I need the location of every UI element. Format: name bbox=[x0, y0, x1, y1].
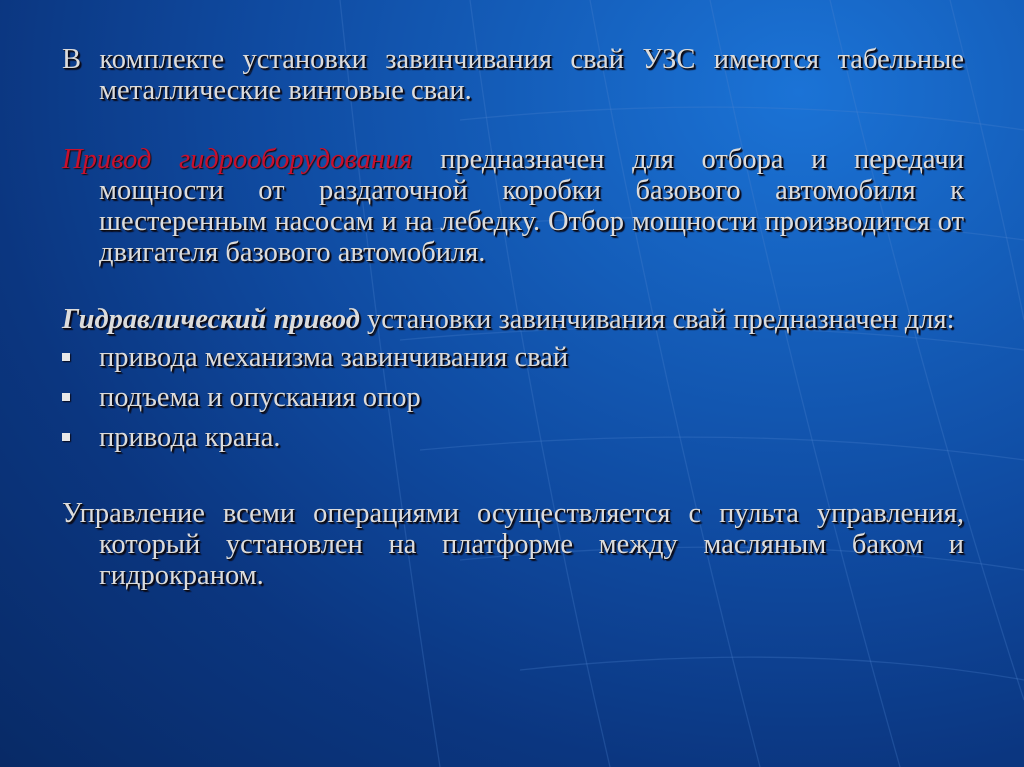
control-paragraph: Управление всеми операциями осуществляется с пульта управления, который установлен на платформе между масляным баком и гидрокраном. bbox=[62, 498, 964, 591]
slide-body bbox=[62, 44, 964, 591]
paragraph-spacer bbox=[62, 268, 964, 304]
square-bullet-icon bbox=[62, 353, 70, 361]
highlight-term: Привод гидрооборудования bbox=[62, 144, 413, 175]
square-bullet-icon bbox=[62, 393, 70, 401]
bullet-item bbox=[62, 342, 964, 373]
purpose-bullet-list bbox=[62, 342, 964, 453]
square-bullet-icon bbox=[62, 433, 70, 441]
bullet-text: подъема и опускания опор bbox=[99, 382, 421, 413]
intro-paragraph: В комплекте установки завинчивания свай УЗС имеются табельные металлические винтовые сваи. bbox=[62, 44, 964, 106]
hydraulic-system-paragraph bbox=[62, 304, 964, 335]
paragraph-text: предназначен для отбора и передачи мощности от раздаточной коробки базового автомобиля к шестеренным насосам и на лебедку. Отбор мощности производится от двигателя базового автомобиля. bbox=[99, 144, 964, 268]
emphasis-term: Гидравлический привод bbox=[62, 304, 360, 335]
bullet-item bbox=[62, 422, 964, 453]
hydraulic-drive-paragraph bbox=[62, 144, 964, 268]
paragraph-spacer bbox=[62, 106, 964, 144]
paragraph-spacer bbox=[62, 462, 964, 498]
bullet-item bbox=[62, 382, 964, 413]
bullet-text: привода механизма завинчивания свай bbox=[99, 342, 569, 373]
paragraph-text: установки завинчивания свай предназначен для: bbox=[359, 304, 955, 335]
bullet-text: привода крана. bbox=[99, 422, 281, 453]
